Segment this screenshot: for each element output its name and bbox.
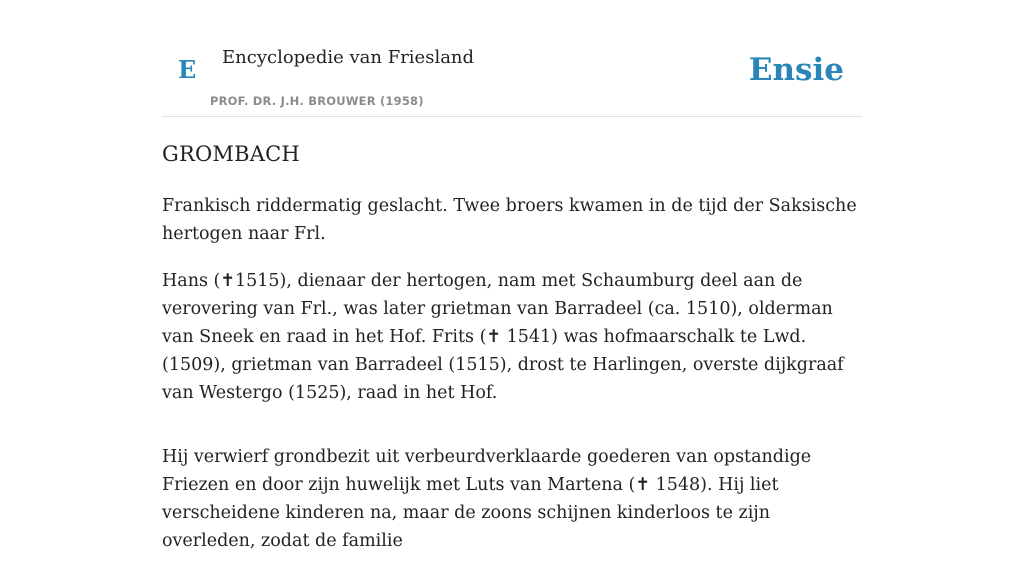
book-author: PROF. DR. J.H. BROUWER (1958) [210,94,424,108]
entry-title: GROMBACH [162,142,300,166]
brand-logo-link[interactable]: Ensie [748,52,844,88]
book-title[interactable]: Encyclopedie van Friesland [222,47,475,68]
entry-paragraph: Frankisch riddermatig geslacht. Twee broers kwamen in de tijd der Saksische hertogen naar Frl. [162,196,857,244]
logo-letter-link[interactable]: E [178,55,197,84]
entry-content [162,136,862,574]
entry-paragraph: Hans (✝1515), dienaar der hertogen, nam met Schaumburg deel aan de verovering van Frl., was later grietman van Barradeel (ca. 1510), olderman van Sneek en raad in het Hof. Frits (✝ 1541) was hofmaarschalk te Lwd. (1509), grietman van Barradeel (1515), drost te Harlingen, overste dijkgraaf van Westergo (1525), raad in het Hof. [162,271,844,403]
entry-paragraph: Hij verwierf grondbezit uit verbeurdverklaarde goederen van opstandige Friezen en door zijn huwelijk met Luts van Martena (✝ 1548). Hij liet verscheidene kinderen na, maar de zoons schijnen kinderloos te zijn overleden, zodat de familie [162,447,812,551]
header [162,0,862,117]
